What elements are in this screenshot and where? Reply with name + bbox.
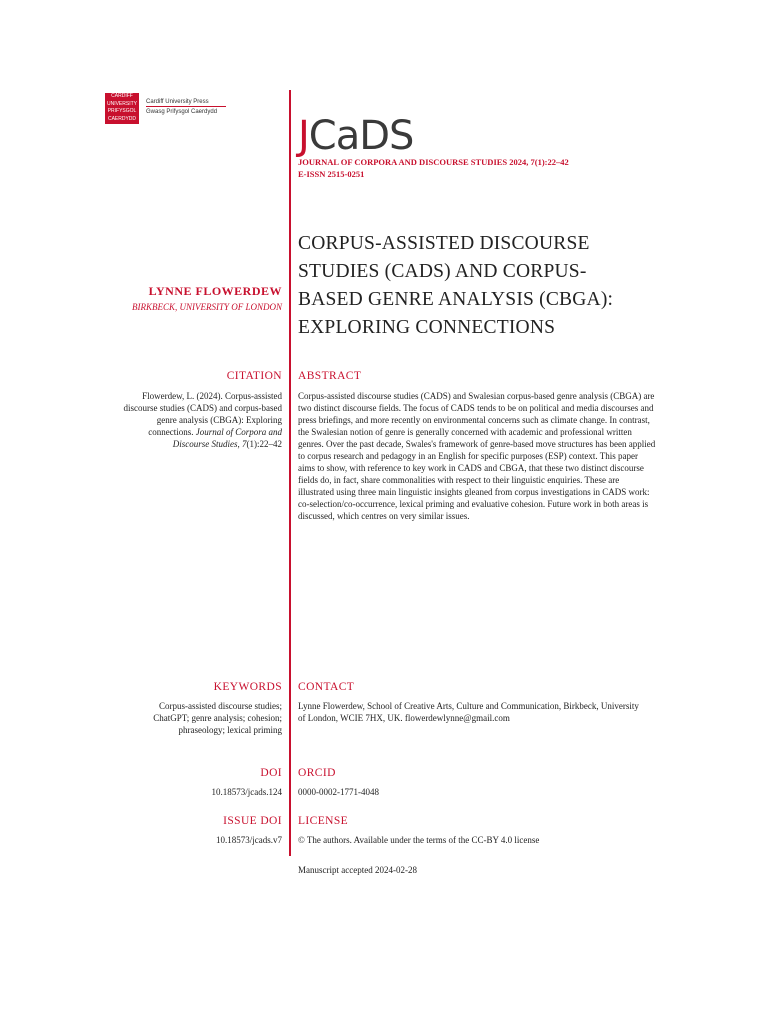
abstract-heading: ABSTRACT — [298, 370, 362, 382]
author-name: LYNNE FLOWERDEW — [148, 284, 282, 298]
publisher-rule — [146, 106, 226, 107]
orcid-link[interactable]: 0000-0002-1771-4048 — [298, 787, 379, 797]
issue-doi-heading: ISSUE DOI — [223, 815, 282, 827]
citation-text: Flowerdew, L. (2024). Corpus-assisted discourse studies (CADS) and corpus-based genre analysis (CBGA): Exploring connections. Journal of Corpora and Discourse Studies, 7(1):22–42 — [123, 391, 282, 449]
manuscript-accepted: Manuscript accepted 2024-02-28 — [298, 865, 417, 875]
journal-info — [298, 156, 569, 180]
article-title: CORPUS-ASSISTED DISCOURSE STUDIES (CADS) AND CORPUS-BASED GENRE ANALYSIS (CBGA): EXPLORING CONNECTIONS — [298, 233, 614, 338]
license-text: © The authors. Available under the terms of the CC-BY 4.0 license — [298, 835, 540, 845]
journal-logo: JCaDS — [298, 113, 414, 159]
publisher-badge: CARDIFF UNIVERSITY PRIFYSGOL CAERDYDD — [105, 93, 139, 124]
doi-heading: DOI — [260, 767, 282, 779]
abstract-text: Corpus-assisted discourse studies (CADS) and Swalesian corpus-based genre analysis (CBGA) are two distinct discourse fields. The focus of CADS tends to be on political and media discourses and press briefings, and more recently on environmental concerns such as climate change. In contrast, the Swalesian notion of genre is generally concerned with academic and professional written genres. Over the past decade, Swales's framework of genre-based move structures has been applied to corpus research and pedagogy in an English for specific purposes (ESP) context. This paper aims to show, with reference to key work in CADS and CBGA, that these two distinct discourse fields do, in fact, share commonalities with respect to their linguistic enquiries. These are illustrated using three main linguistic insights gleaned from corpus investigations in CADS work: co-selection/co-occurrence, lexical priming and evaluative cohesion. Future work in both areas is discussed, which centres on very similar issues. — [298, 391, 656, 521]
contact-heading: CONTACT — [298, 681, 355, 693]
license-heading: LICENSE — [298, 815, 349, 827]
doi-link[interactable]: 10.18573/jcads.124 — [211, 787, 282, 797]
publisher-logo — [105, 93, 235, 125]
publisher-name-cy: Gwasg Prifysgol Caerdydd — [146, 109, 218, 115]
keywords-text: Corpus-assisted discourse studies; ChatGPT; genre analysis; cohesion; phraseology; lexical priming — [153, 701, 282, 735]
divider-line — [289, 90, 291, 856]
issue-doi-link[interactable]: 10.18573/jcads.v7 — [216, 835, 282, 845]
contact-text: Lynne Flowerdew, School of Creative Arts, Culture and Communication, Birkbeck, University of London, WCIE 7HX, UK. flowerdewlynne@gmail.com — [298, 701, 639, 723]
journal-issn: E-ISSN 2515-0251 — [298, 169, 365, 179]
publisher-name-en: Cardiff University Press — [146, 99, 209, 105]
orcid-heading: ORCID — [298, 767, 336, 779]
journal-citation-line: JOURNAL OF CORPORA AND DISCOURSE STUDIES 2024, 7(1):22–42 — [298, 157, 569, 167]
author-affiliation: BIRKBECK, UNIVERSITY OF LONDON — [131, 302, 282, 312]
keywords-heading: KEYWORDS — [213, 681, 282, 693]
author-block — [132, 284, 282, 312]
citation-heading: CITATION — [226, 370, 282, 382]
